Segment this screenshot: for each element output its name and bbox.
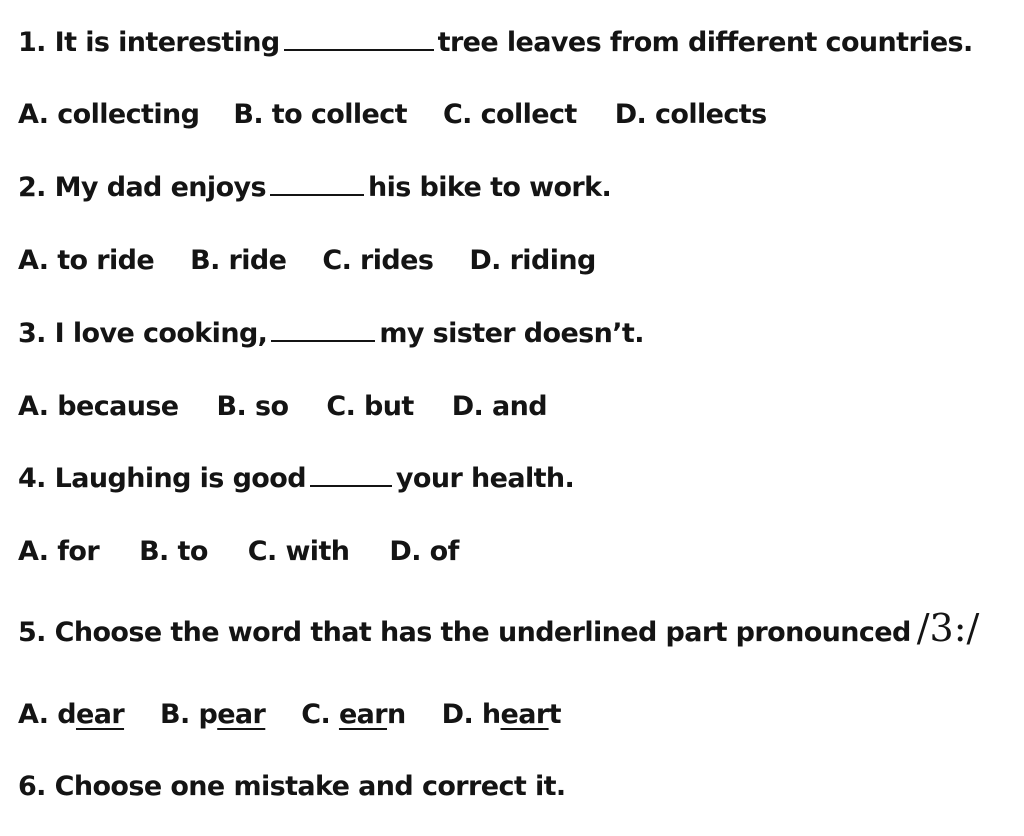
question-4-option-a: A. for: [18, 536, 100, 567]
question-4-prefix: 4. Laughing is good: [18, 463, 306, 494]
question-1-prefix: 1. It is interesting: [18, 27, 280, 58]
question-2-prefix: 2. My dad enjoys: [18, 172, 266, 203]
question-3-option-b: B. so: [216, 391, 289, 422]
question-5-option-b: B. pear: [160, 699, 266, 730]
question-2-option-c: C. rides: [322, 245, 434, 276]
question-3: [18, 316, 644, 352]
question-2: [18, 170, 611, 206]
question-5-option-c: C. earn: [301, 699, 406, 730]
question-3-options: [18, 389, 547, 425]
question-2-options: [18, 243, 596, 279]
question-1-options: [18, 97, 767, 133]
question-3-option-d: D. and: [451, 391, 547, 422]
question-2-option-b: B. ride: [190, 245, 287, 276]
question-4-option-c: C. with: [247, 536, 350, 567]
question-6-text: 6. Choose one mistake and correct it.: [18, 771, 566, 802]
question-1-option-d: D. collects: [614, 99, 767, 130]
question-3-blank: [271, 318, 375, 342]
question-4-option-d: D. of: [389, 536, 459, 567]
question-1-suffix: tree leaves from different countries.: [437, 27, 973, 58]
question-5: [18, 606, 980, 651]
question-1-option-b: B. to collect: [233, 99, 407, 130]
question-1-blank: [284, 27, 434, 51]
question-2-option-d: D. riding: [469, 245, 596, 276]
question-4: [18, 461, 574, 497]
question-1: [18, 25, 973, 61]
question-5-options: [18, 697, 561, 733]
question-4-options: [18, 534, 459, 570]
question-2-suffix: his bike to work.: [368, 172, 612, 203]
question-3-suffix: my sister doesn’t.: [379, 318, 644, 349]
question-4-suffix: your health.: [395, 463, 575, 494]
question-3-option-c: C. but: [326, 391, 414, 422]
question-4-option-b: B. to: [139, 536, 208, 567]
question-5-ipa-symbol: /3:/: [916, 606, 980, 650]
question-5-text: 5. Choose the word that has the underlined part pronounced: [18, 617, 911, 648]
question-2-option-a: A. to ride: [18, 245, 155, 276]
question-2-blank: [270, 172, 364, 196]
question-4-blank: [310, 463, 392, 487]
question-1-option-a: A. collecting: [18, 99, 200, 130]
question-5-option-d: D. heart: [441, 699, 561, 730]
question-3-option-a: A. because: [18, 391, 179, 422]
question-6: [18, 769, 566, 805]
question-3-prefix: 3. I love cooking,: [18, 318, 268, 349]
question-5-option-a: A. dear: [18, 699, 125, 730]
question-1-option-c: C. collect: [442, 99, 577, 130]
